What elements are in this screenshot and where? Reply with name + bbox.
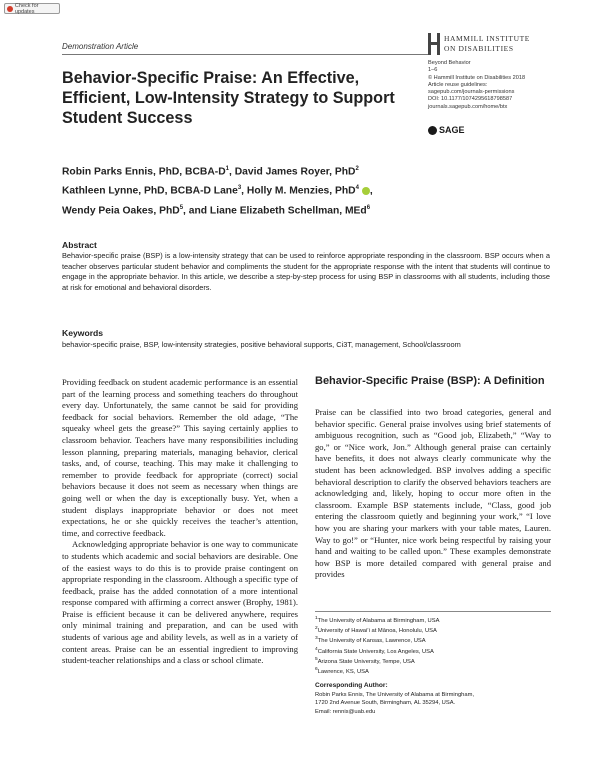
- affiliation-number: 2: [315, 626, 318, 632]
- sage-label: SAGE: [439, 125, 465, 135]
- affiliation-text: University of Hawai’i at Mānoa, Honolulu, USA: [317, 628, 437, 635]
- footnote-divider: [315, 611, 551, 612]
- hammill-logo-icon: [428, 33, 440, 55]
- logo-line-1: HAMMILL INSTITUTE: [444, 34, 530, 43]
- affiliation-item: [315, 635, 551, 645]
- affiliation-text: Arizona State University, Tempe, USA: [317, 658, 415, 665]
- corr-line: Robin Parks Ennis, The University of Alabama at Birmingham,: [315, 692, 475, 698]
- journal-name: Beyond Behavior: [428, 60, 471, 66]
- affiliation-number: 3: [315, 636, 318, 642]
- corr-email[interactable]: Email: rennis@uab.edu: [315, 708, 376, 715]
- right-column: [315, 407, 551, 581]
- copyright: © Hammill Institute on Disabilities 2018: [428, 74, 526, 81]
- author-ennis: Robin Parks Ennis, PhD, BCBA-D: [62, 166, 226, 178]
- affiliations: [315, 615, 551, 676]
- paragraph: Praise can be classified into two broad categories, general and behavior specific. General praise involves using brief statements of ambiguous recognition, such as “Good job, Elizabeth,” “Way to go,” or “Nice work, Jon.” Although general praise can certainly have benefits, it does not always clearly communicate why the student has been acknowledged. BSP involves adding a specific behavioral description to clarify the observed behaviors teachers are acknowledging and, likely, hoping to occur more often in the classroom. Example BSP statements include, “Class, good job entering the classroom quietly and beginning your work,” “I love how you are sharing your markers with your table mates, Lauren. Way to go!” or “Hunter, nice work being respectful by raising your hand and waiting to be called upon.” These examples demonstrate how BSP is more detailed compared with general praise and provides: [315, 407, 551, 580]
- update-icon: [7, 6, 13, 12]
- affiliation-number: 4: [315, 646, 318, 652]
- orcid-icon[interactable]: [362, 187, 370, 195]
- logo-line-2: ON DISABILITIES: [444, 44, 514, 53]
- affiliation-text: The University of Kansas, Lawrence, USA: [317, 638, 426, 645]
- section-heading: Behavior-Specific Praise (BSP): A Definition: [315, 375, 545, 387]
- affiliation-ref: 5: [179, 204, 184, 211]
- author-lane: Kathleen Lynne, PhD, BCBA-D Lane: [62, 185, 238, 197]
- affiliation-ref: 3: [237, 185, 242, 192]
- affiliation-text: The University of Alabama at Birmingham, USA: [317, 617, 440, 624]
- author-schellman: , and Liane Elizabeth Schellman, MEd: [183, 205, 367, 217]
- author-royer: , David James Royer, PhD: [228, 166, 356, 178]
- sage-icon: [428, 126, 437, 135]
- article-type: Demonstration Article: [62, 42, 139, 51]
- doi[interactable]: DOI: 10.1177/1074295618798587: [428, 96, 513, 103]
- publisher-logo: [428, 33, 548, 55]
- keywords-text: behavior-specific praise, BSP, low-intensity strategies, positive behavioral supports, Ci3T, management, School/classroom: [62, 340, 461, 349]
- reuse-link[interactable]: sagepub.com/journals-permissions: [428, 89, 515, 96]
- affiliation-item: [315, 625, 551, 635]
- corresponding-author-heading: Corresponding Author:: [315, 682, 388, 689]
- page-range: 1–6: [428, 67, 438, 74]
- badge-label: Check for updates: [14, 2, 39, 15]
- article-title: Behavior-Specific Praise: An Effective, Efficient, Low-Intensity Strategy to Support Student Success: [62, 69, 395, 127]
- journal-meta: [428, 60, 563, 111]
- author-menzies: , Holly M. Menzies, PhD: [241, 185, 356, 197]
- affiliation-item: [315, 615, 551, 625]
- affiliation-text: California State University, Los Angeles, USA: [317, 648, 434, 655]
- author-oakes: Wendy Peia Oakes, PhD: [62, 205, 180, 217]
- affiliation-ref: 1: [225, 166, 229, 172]
- abstract-heading: Abstract: [62, 240, 97, 250]
- affiliation-ref: 4: [355, 185, 359, 192]
- affiliation-text: Lawrence, KS, USA: [317, 669, 369, 676]
- paragraph: Providing feedback on student academic performance is an essential part of the learning process and something teachers do throughout every day. Unfortunately, the same cannot be said for providing feedback for social behaviors. Remember the old adage, “The squeaky wheel gets the grease?” This saying certainly applies to classroom behavior. Teachers have many responsibilities including lesson planning, preparing materials, managing behavior, clerical tasks, and, of course, teaching. This may make it challenging to remember to provide feedback for appropriate (correct) social behaviors because it does not seem as necessary when things are going well or when the day is exceptionally busy. Yet, when a student displays inappropriate behavior or does not meet expectations, he or she quickly receives the teacher’s attention, time, and corrective feedback.: [62, 377, 298, 538]
- corresponding-author: [315, 691, 551, 716]
- left-column: [62, 377, 298, 667]
- affiliation-item: [315, 666, 551, 676]
- journal-home-link[interactable]: journals.sagepub.com/home/btx: [428, 103, 508, 110]
- sage-logo: [428, 125, 465, 135]
- affiliation-ref: 6: [366, 204, 371, 211]
- reuse-label: Article reuse guidelines:: [428, 81, 488, 88]
- keywords-heading: Keywords: [62, 328, 104, 338]
- affiliation-ref: 2: [355, 166, 359, 172]
- abstract-text: Behavior-specific praise (BSP) is a low-intensity strategy that can be used to reinforce appropriate responding in the classroom. BSP occurs when a teacher observes particular student behavior and compliments the student for the appropriate response with the intent that students will continue to engage in the appropriate behavior. In this article, we describe a step-by-step process for using BSP in classrooms with all students, including those at risk for emotional and behavioral disorders.: [62, 251, 550, 292]
- affiliation-item: [315, 646, 551, 656]
- paragraph: Acknowledging appropriate behavior is one way to communicate to students which academic and social behaviors are desirable. One of the easiest ways to do this is to provide praise contingent on appropriate responding in the classroom. Although a specific type of feedback, praise has the added connotation of a more intentional response compared with affirming a correct answer (Brophy, 1981). Praise is efficient because it can be delivered anywhere, requires only minimal training and preparation, and can be used with students of various age and ability levels, as well as in a variety of content areas. Praise can be an essential ingredient to improving student-teacher relationships and a class or school climate.: [62, 539, 298, 666]
- author-list: Robin Parks Ennis, PhD, BCBA-$D^1$, David James Royer, PhD$^2$ Kathleen Lynne, PhD, BCBA-D Lane$^3$, Holly M. Menzies, PhD$^4$ , Wendy Peia Oakes, PhD$^5$, and Liane Elizabeth Schellman, MEd$^6$: [62, 166, 373, 217]
- corr-line: 1720 2nd Avenue South, Birmingham, AL 35294, USA.: [315, 700, 456, 707]
- affiliation-number: 1: [315, 616, 318, 621]
- header-divider: [62, 54, 428, 55]
- check-for-updates-badge[interactable]: [4, 3, 60, 14]
- affiliation-number: 6: [315, 667, 318, 673]
- affiliation-item: [315, 656, 551, 666]
- affiliation-number: 5: [315, 656, 318, 662]
